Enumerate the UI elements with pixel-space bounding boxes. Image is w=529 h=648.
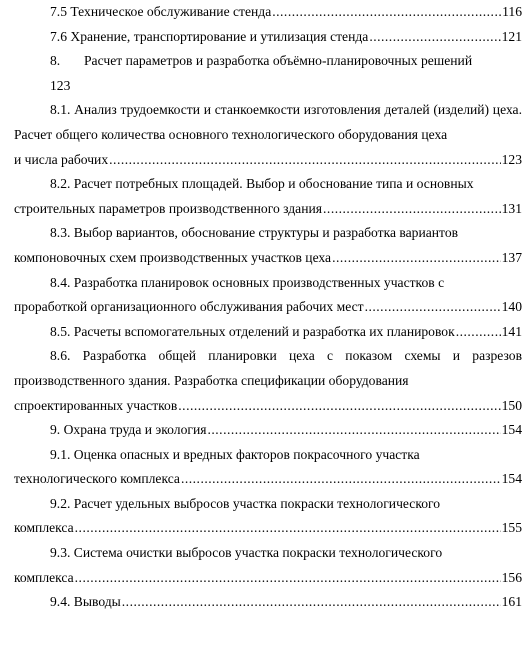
toc-entry-title: 8.3. Выбор вариантов, обоснование структуры и разработка вариантов xyxy=(50,225,459,241)
toc-page-number: 123 xyxy=(50,77,71,93)
toc-entry-title: 8.6. Разработка общей планировки цеха с показом схемы и разрезов производственного здания. Разработка спецификации оборудования xyxy=(14,348,522,388)
toc-entry-last-line xyxy=(14,394,522,419)
toc-page-number: 131 xyxy=(501,200,522,216)
toc-entry-last-line xyxy=(14,467,522,492)
toc-entry-last-line xyxy=(14,295,522,320)
toc-entry-title-end: комплекса xyxy=(14,520,74,536)
toc-entry-title: 9.1. Оценка опасных и вредных факторов покрасочного участка xyxy=(50,446,420,462)
toc-page-number: 154 xyxy=(501,471,522,487)
toc-page-number: 155 xyxy=(501,520,522,536)
toc-entry-8-4 xyxy=(14,271,522,320)
toc-entry-title: Расчет параметров и разработка объёмно-планировочных решений xyxy=(84,53,473,69)
toc-entry-8-3 xyxy=(14,221,522,270)
toc-entry-last-line xyxy=(14,197,522,222)
toc-entry-title-end: проработкой организационного обслуживания рабочих мест xyxy=(14,299,364,315)
toc-page-number: 150 xyxy=(501,397,522,413)
toc-entry-title: 9. Охрана труда и экология xyxy=(50,422,207,438)
dot-leader xyxy=(323,197,501,222)
toc-entry-9-2 xyxy=(14,492,522,541)
toc-entry-title: 7.5 Техническое обслуживание стенда xyxy=(50,4,272,19)
dot-leader xyxy=(75,566,501,591)
toc-entry-title-end: комплекса xyxy=(14,569,74,585)
toc-entry-8-1 xyxy=(14,98,522,172)
dot-leader xyxy=(456,320,501,345)
toc-entry-8-6 xyxy=(14,344,522,418)
toc-page-number: 140 xyxy=(501,299,522,315)
toc-page-number: 161 xyxy=(501,594,522,610)
table-of-contents xyxy=(14,0,522,615)
toc-entry-9-3 xyxy=(14,541,522,590)
toc-entry-title-end: спроектированных участков xyxy=(14,397,178,413)
toc-entry-title: 8.1. Анализ трудоемкости и станкоемкости изготовления деталей (изделий) цеха. Расчет общего количества основного технологического оборудования цеха xyxy=(14,102,522,142)
toc-page-number: 154 xyxy=(501,422,522,438)
toc-entry-title-end: строительных параметров производственного здания xyxy=(14,200,323,216)
toc-entry-title: 9.3. Система очистки выбросов участка покраски технологического xyxy=(50,545,443,561)
toc-entry-title-end: технологического комплекса xyxy=(14,471,180,487)
dot-leader xyxy=(369,25,500,50)
toc-page-number: 116 xyxy=(502,4,522,19)
toc-entry-title: 8.2. Расчет потребных площадей. Выбор и обоснование типа и основных xyxy=(50,176,474,192)
dot-leader xyxy=(181,467,501,492)
toc-page-number: 123 xyxy=(501,151,522,167)
toc-entry-title-end: компоновочных схем производственных участков цеха xyxy=(14,249,332,265)
toc-page-number: 137 xyxy=(501,249,522,265)
dot-leader xyxy=(75,516,501,541)
toc-entry-8 xyxy=(14,49,522,74)
toc-entry-title: 8.4. Разработка планировок основных производственных участков с xyxy=(50,274,445,290)
toc-entry-title: 9.2. Расчет удельных выбросов участка покраски технологического xyxy=(50,495,441,511)
toc-entry-8-5 xyxy=(14,320,522,345)
toc-entry-9 xyxy=(14,418,522,443)
toc-entry-title: 9.4. Выводы xyxy=(50,594,121,610)
dot-leader xyxy=(332,246,501,271)
toc-entry-9-1 xyxy=(14,443,522,492)
toc-entry-8-2 xyxy=(14,172,522,221)
toc-entry-title: 8.5. Расчеты вспомогательных отделений и разработка их планировок xyxy=(50,323,455,339)
dot-leader xyxy=(122,590,501,615)
toc-page-number: 156 xyxy=(501,569,522,585)
toc-entry-last-line xyxy=(14,148,522,173)
dot-leader xyxy=(272,0,501,25)
dot-leader xyxy=(365,295,501,320)
toc-section-number: 8. xyxy=(50,53,61,69)
toc-entry-7-6 xyxy=(14,25,522,50)
dot-leader xyxy=(207,418,500,443)
toc-entry-last-line xyxy=(14,246,522,271)
toc-page-number: 141 xyxy=(501,323,522,339)
toc-entry-last-line xyxy=(14,566,522,591)
toc-entry-8-page-line xyxy=(14,74,522,99)
toc-page-number: 121 xyxy=(501,28,522,44)
toc-entry-7-5 xyxy=(14,0,522,25)
toc-entry-9-4 xyxy=(14,590,522,615)
dot-leader xyxy=(109,148,500,173)
toc-entry-title-end: и числа рабочих xyxy=(14,151,109,167)
toc-entry-last-line xyxy=(14,516,522,541)
dot-leader xyxy=(178,394,500,419)
toc-entry-title: 7.6 Хранение, транспортирование и утилизация стенда xyxy=(50,28,369,44)
